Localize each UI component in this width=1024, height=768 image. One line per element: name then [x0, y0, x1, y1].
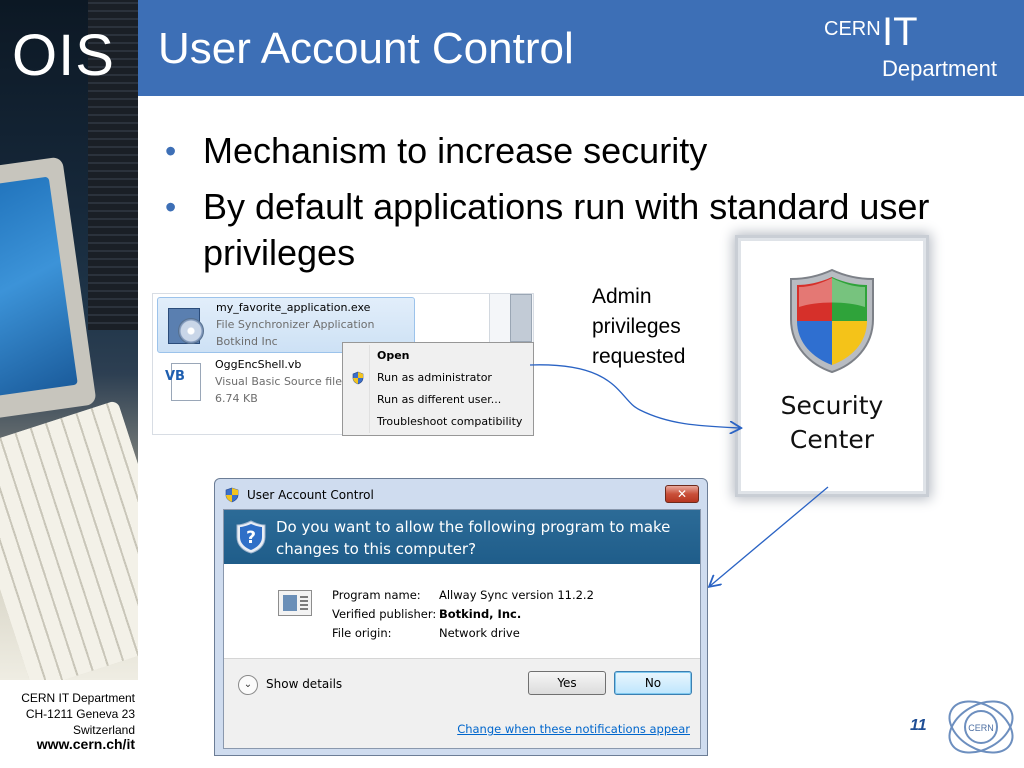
computer-photo [0, 0, 138, 680]
admin-privileges-annotation [592, 282, 685, 372]
logo-cern-text: CERN [824, 18, 881, 40]
yes-button[interactable]: Yes [528, 671, 606, 695]
uac-shield-icon [225, 487, 239, 503]
chevron-down-icon: ⌄ [243, 679, 253, 690]
menu-item-run-as-different-user[interactable]: Run as different user... [377, 393, 502, 406]
file-description: File Synchronizer Application [216, 318, 375, 331]
file-origin-value: Network drive [439, 626, 520, 640]
bullet-dot-icon: • [165, 189, 177, 225]
show-details-toggle[interactable] [238, 675, 258, 695]
info-label: Program name: [332, 588, 421, 602]
menu-item-troubleshoot-compatibility[interactable]: Troubleshoot compatibility [377, 415, 523, 428]
logo-it-text: IT [882, 10, 918, 54]
slide-title: User Account Control [158, 24, 574, 73]
logo-department-text: Department [882, 56, 997, 81]
annotation-line: Admin [592, 285, 652, 308]
close-icon: ✕ [676, 487, 688, 501]
publisher-value: Botkind, Inc. [439, 607, 522, 621]
info-label: Verified publisher: [332, 607, 437, 621]
scrollbar-thumb[interactable] [510, 294, 532, 342]
bullet-text: By default applications run with standard user privileges [203, 186, 930, 273]
cern-seal-logo [944, 690, 1018, 764]
bullet-text: Mechanism to increase security [203, 130, 708, 171]
vb-file-icon: VB [163, 361, 207, 405]
uac-dialog [214, 478, 708, 756]
context-menu [342, 342, 534, 436]
close-button[interactable] [665, 485, 699, 503]
publisher-row [332, 607, 521, 621]
address-line: CERN IT Department [21, 691, 135, 705]
footer-address [21, 690, 135, 738]
file-description: Visual Basic Source file [215, 375, 342, 388]
menu-item-open[interactable]: Open [377, 349, 410, 362]
installer-exe-icon [164, 304, 208, 348]
menu-item-label: Run as administrator [377, 371, 492, 384]
address-line: CH-1211 Geneva 23 [25, 707, 135, 721]
monitor-image [0, 156, 97, 423]
file-origin-row [332, 626, 520, 640]
info-label: File origin: [332, 626, 392, 640]
file-size: 6.74 KB [215, 392, 258, 405]
keyboard-image [0, 400, 138, 680]
security-center-tile [741, 241, 923, 491]
svg-text:CERN: CERN [968, 723, 994, 733]
file-name: my_favorite_application.exe [216, 301, 371, 314]
annotation-line: privileges [592, 315, 681, 338]
uac-banner [224, 510, 700, 564]
left-decorative-strip [0, 0, 138, 768]
page-number: 11 [910, 717, 927, 734]
uac-titlebar[interactable] [215, 479, 707, 509]
program-icon [278, 590, 312, 616]
svg-text:?: ? [246, 528, 256, 548]
menu-item-run-as-administrator[interactable] [345, 367, 531, 389]
security-shield-icon [787, 267, 877, 375]
program-name-row [332, 588, 594, 602]
file-name: OggEncShell.vb [215, 358, 302, 371]
security-center-line: Center [789, 425, 875, 454]
ois-title: OIS [12, 23, 115, 88]
header-band [138, 0, 1024, 96]
uac-shield-icon [351, 371, 365, 385]
footer-url: www.cern.ch/it [36, 736, 135, 752]
no-button[interactable]: No [614, 671, 692, 695]
file-company: Botkind Inc [216, 335, 278, 348]
uac-title: User Account Control [247, 488, 374, 502]
show-details-label[interactable]: Show details [266, 677, 343, 691]
cern-it-logo [824, 12, 1014, 84]
bullet-item [165, 128, 945, 174]
program-name-value: Allway Sync version 11.2.2 [439, 588, 594, 602]
arrow-menu-to-security-center [530, 365, 740, 428]
address-line: Switzerland [72, 723, 135, 737]
uac-body [223, 509, 701, 749]
uac-question: Do you want to allow the following program to make changes to this computer? [276, 518, 671, 558]
annotation-line: requested [592, 345, 686, 368]
arrow-security-center-to-dialog [710, 487, 828, 586]
uac-footer [224, 659, 700, 748]
notification-settings-link[interactable]: Change when these notifications appear [457, 722, 690, 736]
bullet-dot-icon: • [165, 133, 177, 169]
security-center-label [741, 389, 923, 457]
question-shield-icon [236, 520, 266, 554]
security-center-line: Security [780, 391, 884, 420]
